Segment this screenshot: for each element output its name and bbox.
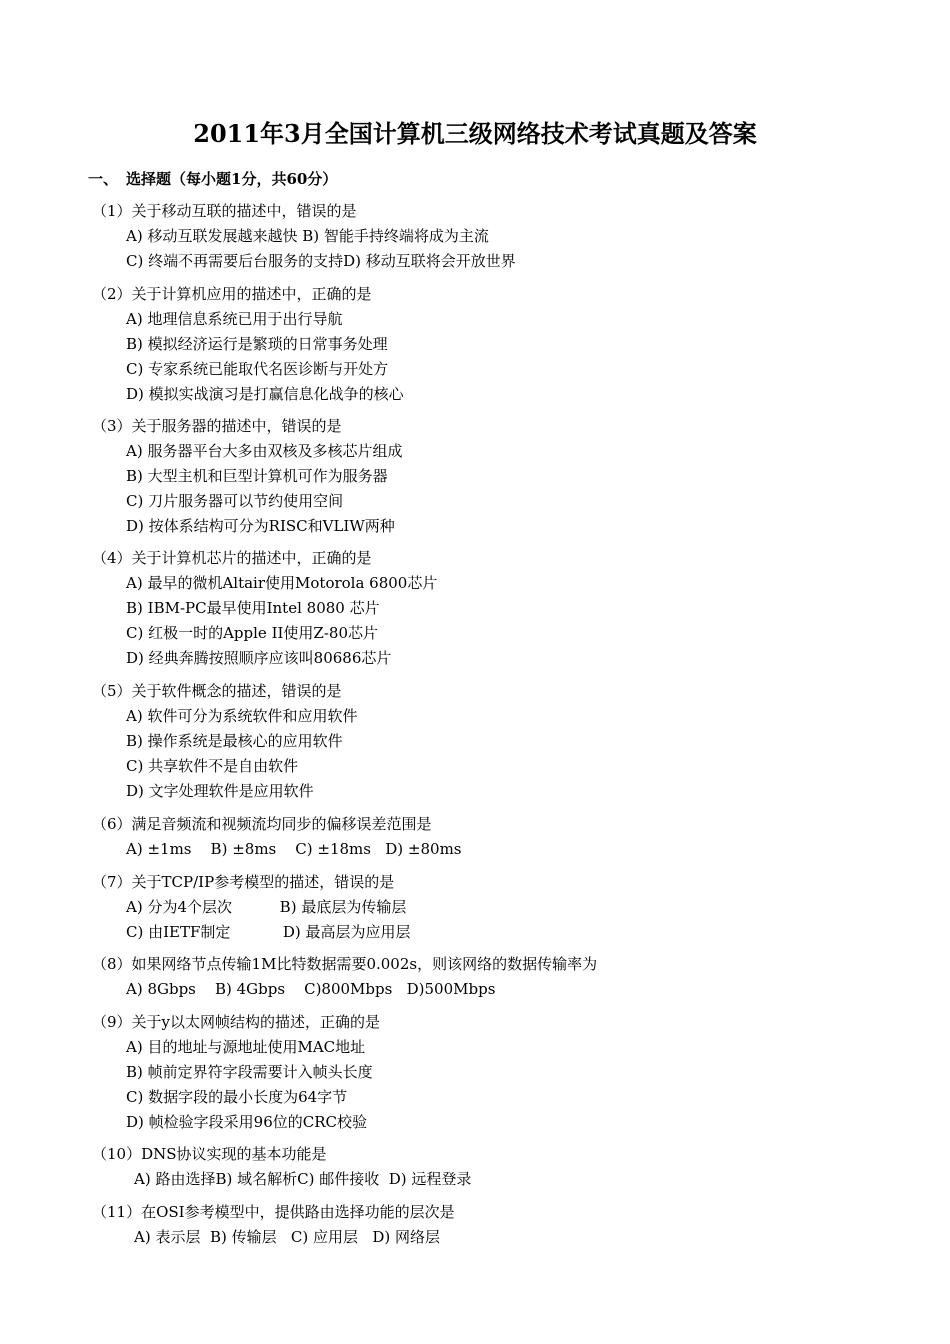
question-stem: （10）DNS协议实现的基本功能是: [92, 1145, 327, 1163]
option-line: A) ±1ms B) ±8ms C) ±18ms D) ±80ms: [126, 840, 462, 858]
option-line: C) 专家系统已能取代名医诊断与开处方: [126, 360, 389, 378]
option-line: B) 模拟经济运行是繁琐的日常事务处理: [126, 335, 388, 353]
question-stem: （2）关于计算机应用的描述中，正确的是: [92, 285, 372, 303]
option-line: D) 文字处理软件是应用软件: [126, 782, 314, 800]
question-stem: （11）在OSI参考模型中，提供路由选择功能的层次是: [92, 1203, 455, 1221]
option-line: B) 大型主机和巨型计算机可作为服务器: [126, 467, 388, 485]
option-line: A) 地理信息系统已用于出行导航: [126, 310, 343, 328]
question-stem: （9）关于y以太网帧结构的描述，正确的是: [92, 1013, 381, 1031]
question-10: [92, 1142, 471, 1192]
option-line: C) 刀片服务器可以节约使用空间: [126, 492, 344, 510]
question-1: [92, 199, 516, 274]
question-11: [92, 1200, 455, 1250]
question-7: [92, 870, 410, 945]
question-stem: （4）关于计算机芯片的描述中，正确的是: [92, 549, 372, 567]
option-line: B) 操作系统是最核心的应用软件: [126, 732, 343, 750]
question-5: [92, 679, 357, 804]
option-line: D) 经典奔腾按照顺序应该叫80686芯片: [126, 649, 392, 667]
question-8: [92, 952, 597, 1002]
option-line: A) 移动互联发展越来越快 B) 智能手持终端将成为主流: [126, 227, 489, 245]
option-line: A) 分为4个层次 B) 最底层为传输层: [126, 898, 407, 916]
question-4: [92, 546, 437, 671]
option-line: A) 软件可分为系统软件和应用软件: [126, 707, 358, 725]
option-line: A) 服务器平台大多由双核及多核芯片组成: [126, 442, 403, 460]
question-stem: （3）关于服务器的描述中，错误的是: [92, 417, 342, 435]
option-line: A) 8Gbps B) 4Gbps C)800Mbps D)500Mbps: [126, 980, 496, 998]
question-stem: （8）如果网络节点传输1M比特数据需要0.002s，则该网络的数据传输率为: [92, 955, 598, 973]
question-6: [92, 812, 462, 862]
option-line: B) 帧前定界符字段需要计入帧头长度: [126, 1063, 373, 1081]
question-stem: （5）关于软件概念的描述，错误的是: [92, 682, 342, 700]
question-3: [92, 414, 402, 539]
section-label: 选择题（每小题1分，共60分）: [126, 170, 338, 188]
document-title: 2011年3月全国计算机三级网络技术考试真题及答案: [193, 119, 757, 148]
option-line: C) 共享软件不是自由软件: [126, 757, 299, 775]
option-line: A) 路由选择B) 域名解析C) 邮件接收 D) 远程登录: [134, 1170, 472, 1188]
question-9: [92, 1010, 380, 1135]
question-stem: （7）关于TCP/IP参考模型的描述，错误的是: [92, 873, 395, 891]
option-line: D) 帧检验字段采用96位的CRC校验: [126, 1113, 367, 1131]
question-stem: （6）满足音频流和视频流均同步的偏移误差范围是: [92, 815, 432, 833]
option-line: A) 表示层 B) 传输层 C) 应用层 D) 网络层: [134, 1228, 440, 1246]
section-heading: [88, 168, 337, 190]
option-line: D) 按体系结构可分为RISC和VLIW两种: [126, 517, 395, 535]
question-stem: （1）关于移动互联的描述中，错误的是: [92, 202, 357, 220]
section-number: 一、: [88, 170, 119, 188]
option-line: C) 终端不再需要后台服务的支持D) 移动互联将会开放世界: [126, 252, 516, 270]
option-line: A) 最早的微机Altair使用Motorola 6800芯片: [126, 574, 438, 592]
option-line: C) 由IETF制定 D) 最高层为应用层: [126, 923, 411, 941]
question-2: [92, 282, 404, 407]
option-line: C) 数据字段的最小长度为64字节: [126, 1088, 348, 1106]
option-line: B) IBM-PC最早使用Intel 8080 芯片: [126, 599, 380, 617]
option-line: A) 目的地址与源地址使用MAC地址: [126, 1038, 366, 1056]
option-line: C) 红极一时的Apple II使用Z-80芯片: [126, 624, 379, 642]
option-line: D) 模拟实战演习是打赢信息化战争的核心: [126, 385, 404, 403]
